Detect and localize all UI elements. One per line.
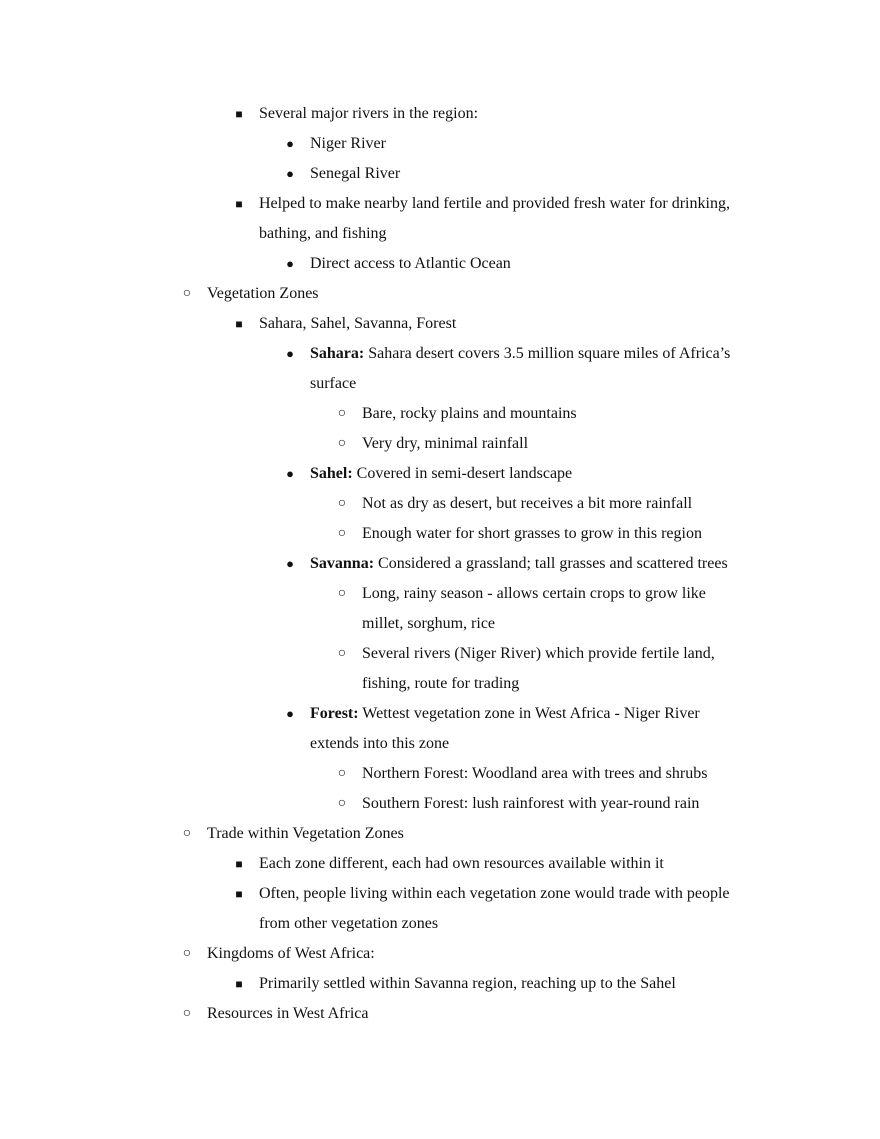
circle-bullet-icon: ○	[337, 496, 347, 511]
text-forest-line2: extends into this zone	[310, 735, 450, 752]
square-bullet-icon: ■	[235, 887, 243, 901]
circle-bullet-icon: ○	[182, 1006, 192, 1021]
text-sahara-line2: surface	[310, 375, 357, 392]
list-item-sahara-detail: Bare, rocky plains and mountains	[362, 405, 577, 422]
circle-bullet-icon: ○	[337, 646, 347, 661]
list-item-trade-1: Each zone different, each had own resources available within it	[259, 855, 664, 872]
disc-bullet-icon: ●	[286, 346, 294, 361]
circle-bullet-icon: ○	[337, 586, 347, 601]
list-item-sahel	[310, 459, 572, 489]
circle-bullet-icon: ○	[182, 946, 192, 961]
list-item-fertile-line1: Helped to make nearby land fertile and provided fresh water for drinking,	[259, 195, 730, 212]
list-item-rivers: Several major rivers in the region:	[259, 105, 479, 122]
disc-bullet-icon: ●	[286, 706, 294, 721]
square-bullet-icon: ■	[235, 197, 243, 211]
disc-bullet-icon: ●	[286, 166, 294, 181]
text-savanna: Considered a grassland; tall grasses and scattered trees	[374, 555, 728, 572]
label-savanna: Savanna:	[310, 555, 375, 572]
list-item-savanna-detail2-line1: Several rivers (Niger River) which provide fertile land,	[362, 645, 715, 662]
circle-bullet-icon: ○	[337, 796, 347, 811]
square-bullet-icon: ■	[235, 317, 243, 331]
list-item-savanna-detail1-line1: Long, rainy season - allows certain crops to grow like	[362, 585, 706, 602]
list-item-forest	[310, 699, 700, 729]
circle-bullet-icon: ○	[182, 286, 192, 301]
circle-bullet-icon: ○	[337, 436, 347, 451]
circle-bullet-icon: ○	[337, 766, 347, 781]
heading-kingdoms: Kingdoms of West Africa:	[207, 945, 375, 962]
disc-bullet-icon: ●	[286, 256, 294, 271]
list-item-savanna-detail2-line2: fishing, route for trading	[362, 675, 520, 692]
list-item-savanna-detail1-line2: millet, sorghum, rice	[362, 615, 496, 632]
list-item-atlantic: Direct access to Atlantic Ocean	[310, 255, 511, 272]
disc-bullet-icon: ●	[286, 466, 294, 481]
list-item-senegal-river: Senegal River	[310, 165, 401, 182]
label-forest: Forest:	[310, 705, 359, 722]
list-item-sahel-detail: Not as dry as desert, but receives a bit more rainfall	[362, 495, 693, 512]
list-item-trade-2-line1: Often, people living within each vegetation zone would trade with people	[259, 885, 730, 902]
heading-vegetation-zones: Vegetation Zones	[207, 285, 319, 302]
list-item-forest-detail: Northern Forest: Woodland area with trees and shrubs	[362, 765, 708, 782]
square-bullet-icon: ■	[235, 857, 243, 871]
label-sahel: Sahel:	[310, 465, 353, 482]
square-bullet-icon: ■	[235, 107, 243, 121]
text-sahel: Covered in semi-desert landscape	[352, 465, 573, 482]
circle-bullet-icon: ○	[182, 826, 192, 841]
list-item-sahara	[310, 339, 730, 369]
square-bullet-icon: ■	[235, 977, 243, 991]
list-item-savanna	[310, 549, 728, 579]
list-item-fertile-line2: bathing, and fishing	[259, 225, 387, 242]
text-forest-line1: Wettest vegetation zone in West Africa - Niger River	[358, 705, 700, 722]
circle-bullet-icon: ○	[337, 526, 347, 541]
label-sahara: Sahara:	[310, 345, 365, 362]
list-item-kingdoms-1: Primarily settled within Savanna region, reaching up to the Sahel	[259, 975, 676, 992]
list-item-sahara-detail: Very dry, minimal rainfall	[362, 435, 529, 452]
list-item-zones-list: Sahara, Sahel, Savanna, Forest	[259, 315, 457, 332]
circle-bullet-icon: ○	[337, 406, 347, 421]
list-item-niger-river: Niger River	[310, 135, 386, 152]
disc-bullet-icon: ●	[286, 556, 294, 571]
list-item-trade-2-line2: from other vegetation zones	[259, 915, 439, 932]
text-sahara-line1: Sahara desert covers 3.5 million square miles of Africa’s	[364, 345, 731, 362]
list-item-sahel-detail: Enough water for short grasses to grow in this region	[362, 525, 702, 542]
list-item-forest-detail: Southern Forest: lush rainforest with year-round rain	[362, 795, 700, 812]
disc-bullet-icon: ●	[286, 136, 294, 151]
heading-resources: Resources in West Africa	[207, 1005, 369, 1022]
heading-trade: Trade within Vegetation Zones	[207, 825, 404, 842]
